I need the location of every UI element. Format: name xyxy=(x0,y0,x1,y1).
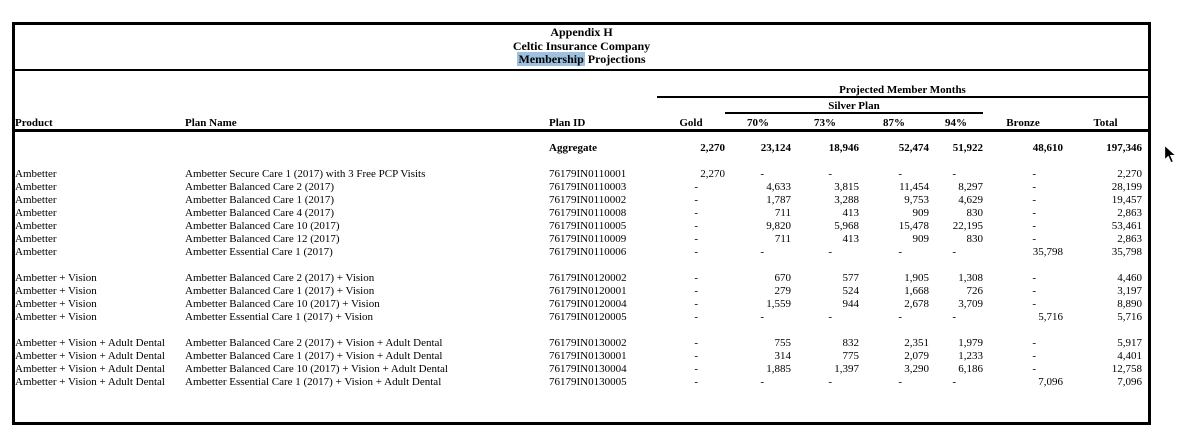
value-cell: - xyxy=(1032,271,1036,284)
column-header-bronze: Bronze xyxy=(983,113,1063,131)
plan-name-cell: Ambetter Essential Care 1 (2017) + Vision xyxy=(185,310,374,323)
value-cell: - xyxy=(694,349,698,362)
value-cell: - xyxy=(760,245,764,258)
plan-id-cell: 76179IN0130002 xyxy=(549,336,627,349)
value-cell: - xyxy=(760,375,764,388)
value-cell: 2,351 xyxy=(904,336,929,349)
table-row xyxy=(15,167,1148,180)
value-cell: 2,079 xyxy=(904,349,929,362)
plan-name-cell: Ambetter Balanced Care 4 (2017) xyxy=(185,206,335,219)
product-cell: Ambetter xyxy=(15,167,57,180)
value-cell: - xyxy=(1032,284,1036,297)
product-cell: Ambetter + Vision xyxy=(15,271,97,284)
plan-id-cell: 76179IN0120005 xyxy=(549,310,627,323)
plan-id-cell: 76179IN0130001 xyxy=(549,349,627,362)
product-cell: Ambetter xyxy=(15,180,57,193)
plan-name-cell: Ambetter Balanced Care 1 (2017) xyxy=(185,193,335,206)
value-cell: 1,787 xyxy=(766,193,791,206)
value-cell: 909 xyxy=(912,232,929,245)
plan-id-cell: 76179IN0120001 xyxy=(549,284,627,297)
value-cell: 5,917 xyxy=(1117,336,1143,349)
product-cell: Ambetter xyxy=(15,232,57,245)
aggregate-70: 23,124 xyxy=(760,141,791,154)
value-cell: 9,753 xyxy=(904,193,929,206)
mouse-cursor-icon xyxy=(1163,144,1179,166)
value-cell: 775 xyxy=(842,349,859,362)
value-cell: - xyxy=(694,310,698,323)
product-cell: Ambetter + Vision xyxy=(15,284,97,297)
aggregate-total: 197,346 xyxy=(1106,141,1143,154)
value-cell: 909 xyxy=(912,206,929,219)
company-name: Celtic Insurance Company xyxy=(512,38,651,53)
value-cell: 7,096 xyxy=(1117,375,1143,388)
plan-name-cell: Ambetter Secure Care 1 (2017) with 3 Free PCP Visits xyxy=(185,167,426,180)
plan-name-cell: Ambetter Balanced Care 10 (2017) + Vision xyxy=(185,297,380,310)
product-cell: Ambetter + Vision xyxy=(15,297,97,310)
table-row xyxy=(15,219,1148,232)
table-row xyxy=(15,297,1148,310)
value-cell: 726 xyxy=(966,284,983,297)
value-cell: 2,863 xyxy=(1117,232,1143,245)
value-cell: 4,629 xyxy=(958,193,983,206)
value-cell: 2,863 xyxy=(1117,206,1143,219)
value-cell: - xyxy=(1032,180,1036,193)
plan-name-cell: Ambetter Essential Care 1 (2017) xyxy=(185,245,333,258)
value-cell: - xyxy=(760,167,764,180)
value-cell: - xyxy=(694,362,698,375)
plan-name-cell: Ambetter Balanced Care 1 (2017) + Vision + Adult Dental xyxy=(185,349,443,362)
spacer-row xyxy=(15,258,1148,271)
value-cell: - xyxy=(694,219,698,232)
value-cell: 19,457 xyxy=(1111,193,1143,206)
product-cell: Ambetter + Vision + Adult Dental xyxy=(15,349,165,362)
plan-id-cell: 76179IN0120002 xyxy=(549,271,627,284)
column-header-plan-name: Plan Name xyxy=(185,113,549,131)
value-cell: 711 xyxy=(774,206,791,219)
plan-id-cell: 76179IN0110002 xyxy=(549,193,627,206)
product-cell: Ambetter xyxy=(15,245,57,258)
value-cell: - xyxy=(694,297,698,310)
value-cell: - xyxy=(1032,167,1036,180)
value-cell: - xyxy=(694,206,698,219)
plan-id-cell: 76179IN0110005 xyxy=(549,219,627,232)
value-cell: 3,290 xyxy=(904,362,929,375)
product-cell: Ambetter xyxy=(15,219,57,232)
value-cell: 1,397 xyxy=(834,362,859,375)
value-cell: - xyxy=(952,375,956,388)
value-cell: - xyxy=(1032,193,1036,206)
value-cell: 15,478 xyxy=(898,219,929,232)
value-cell: 944 xyxy=(842,297,859,310)
value-cell: - xyxy=(898,310,902,323)
appendix-title: Appendix H xyxy=(550,25,613,39)
plan-id-cell: 76179IN0110001 xyxy=(549,167,627,180)
value-cell: 35,798 xyxy=(1032,245,1063,258)
search-highlight: Membership xyxy=(518,52,584,66)
aggregate-87: 52,474 xyxy=(898,141,929,154)
table-body xyxy=(15,71,1148,388)
value-cell: 5,968 xyxy=(834,219,859,232)
spacer-row xyxy=(15,323,1148,336)
plan-name-cell: Ambetter Balanced Care 10 (2017) xyxy=(185,219,340,232)
value-cell: 832 xyxy=(842,336,859,349)
report-subtitle xyxy=(15,53,1148,67)
value-cell: 12,758 xyxy=(1111,362,1143,375)
value-cell: - xyxy=(694,193,698,206)
aggregate-bronze: 48,610 xyxy=(1032,141,1063,154)
value-cell: 413 xyxy=(842,206,859,219)
table-row xyxy=(15,349,1148,362)
value-cell: - xyxy=(898,245,902,258)
plan-name-cell: Ambetter Balanced Care 12 (2017) xyxy=(185,232,340,245)
value-cell: 830 xyxy=(966,206,983,219)
table-row xyxy=(15,271,1148,284)
aggregate-row xyxy=(15,130,1148,154)
header-group-row xyxy=(15,71,1148,97)
table-row xyxy=(15,284,1148,297)
table-row xyxy=(15,180,1148,193)
value-cell: 11,454 xyxy=(899,180,929,193)
header-silver-row xyxy=(15,97,1148,113)
column-header-plan-id: Plan ID xyxy=(549,113,657,131)
column-header-row xyxy=(15,113,1148,131)
product-cell: Ambetter + Vision xyxy=(15,310,97,323)
value-cell: - xyxy=(828,167,832,180)
table-row xyxy=(15,245,1148,258)
plan-id-cell: 76179IN0110003 xyxy=(549,180,627,193)
table-row xyxy=(15,193,1148,206)
aggregate-94: 51,922 xyxy=(952,141,983,154)
value-cell: 3,815 xyxy=(834,180,859,193)
value-cell: 53,461 xyxy=(1111,219,1143,232)
column-header-87: 87% xyxy=(859,113,929,131)
value-cell: 279 xyxy=(774,284,791,297)
value-cell: - xyxy=(694,375,698,388)
column-header-73: 73% xyxy=(791,113,859,131)
value-cell: - xyxy=(694,232,698,245)
value-cell: - xyxy=(828,310,832,323)
value-cell: - xyxy=(694,336,698,349)
plan-id-cell: 76179IN0130005 xyxy=(549,375,627,388)
value-cell: 7,096 xyxy=(1038,375,1063,388)
value-cell: - xyxy=(952,310,956,323)
report-page xyxy=(12,22,1151,425)
value-cell: 28,199 xyxy=(1111,180,1143,193)
value-cell: 3,288 xyxy=(834,193,859,206)
report-title-block xyxy=(15,25,1148,71)
product-cell: Ambetter xyxy=(15,193,57,206)
plan-name-cell: Ambetter Balanced Care 1 (2017) + Vision xyxy=(185,284,375,297)
column-header-total: Total xyxy=(1063,113,1148,131)
value-cell: 5,716 xyxy=(1117,310,1143,323)
column-header-gold: Gold xyxy=(657,113,725,131)
aggregate-73: 18,946 xyxy=(828,141,859,154)
value-cell: 830 xyxy=(966,232,983,245)
value-cell: - xyxy=(952,167,956,180)
aggregate-label: Aggregate xyxy=(549,141,598,154)
column-header-product: Product xyxy=(15,113,185,131)
value-cell: - xyxy=(1032,219,1036,232)
value-cell: 1,979 xyxy=(958,336,983,349)
value-cell: - xyxy=(1032,297,1036,310)
plan-name-cell: Ambetter Balanced Care 2 (2017) + Vision xyxy=(185,271,375,284)
value-cell: 1,885 xyxy=(766,362,791,375)
value-cell: - xyxy=(694,284,698,297)
column-header-94: 94% xyxy=(929,113,983,131)
table-row xyxy=(15,362,1148,375)
value-cell: 8,890 xyxy=(1117,297,1143,310)
value-cell: 1,905 xyxy=(904,271,929,284)
table-row xyxy=(15,206,1148,219)
value-cell: - xyxy=(1032,206,1036,219)
plan-name-cell: Ambetter Balanced Care 2 (2017) xyxy=(185,180,335,193)
membership-projections-table xyxy=(15,71,1148,388)
value-cell: 35,798 xyxy=(1111,245,1143,258)
value-cell: 2,270 xyxy=(700,167,725,180)
value-cell: - xyxy=(1032,232,1036,245)
value-cell: - xyxy=(1032,336,1036,349)
spacer-row xyxy=(15,154,1148,167)
value-cell: 1,559 xyxy=(766,297,791,310)
value-cell: 1,233 xyxy=(958,349,983,362)
table-row xyxy=(15,232,1148,245)
table-row xyxy=(15,336,1148,349)
table-row xyxy=(15,375,1148,388)
value-cell: 22,195 xyxy=(952,219,983,232)
plan-name-cell: Ambetter Balanced Care 10 (2017) + Vision + Adult Dental xyxy=(185,362,448,375)
value-cell: 1,308 xyxy=(958,271,983,284)
value-cell: 314 xyxy=(774,349,791,362)
value-cell: 577 xyxy=(842,271,859,284)
plan-id-cell: 76179IN0130004 xyxy=(549,362,627,375)
value-cell: - xyxy=(694,180,698,193)
value-cell: - xyxy=(1032,362,1036,375)
product-cell: Ambetter + Vision + Adult Dental xyxy=(15,362,165,375)
projected-member-months-header: Projected Member Months xyxy=(657,71,1148,97)
value-cell: 9,820 xyxy=(766,219,791,232)
product-cell: Ambetter + Vision + Adult Dental xyxy=(15,336,165,349)
aggregate-gold: 2,270 xyxy=(700,141,725,154)
value-cell: 524 xyxy=(842,284,859,297)
value-cell: 3,709 xyxy=(958,297,983,310)
plan-name-cell: Ambetter Essential Care 1 (2017) + Vision + Adult Dental xyxy=(185,375,442,388)
value-cell: 413 xyxy=(842,232,859,245)
plan-id-cell: 76179IN0110006 xyxy=(549,245,627,258)
silver-plan-header: Silver Plan xyxy=(725,97,983,113)
value-cell: 4,401 xyxy=(1117,349,1143,362)
value-cell: 1,668 xyxy=(904,284,929,297)
value-cell: - xyxy=(1032,349,1036,362)
value-cell: 755 xyxy=(774,336,791,349)
value-cell: 711 xyxy=(774,232,791,245)
value-cell: 4,460 xyxy=(1117,271,1143,284)
value-cell: - xyxy=(694,245,698,258)
value-cell: - xyxy=(898,167,902,180)
value-cell: 2,270 xyxy=(1117,167,1143,180)
plan-name-cell: Ambetter Balanced Care 2 (2017) + Vision + Adult Dental xyxy=(185,336,443,349)
value-cell: - xyxy=(828,245,832,258)
product-cell: Ambetter xyxy=(15,206,57,219)
report-subtitle-rest: Projections xyxy=(584,52,646,66)
value-cell: 4,633 xyxy=(766,180,791,193)
plan-id-cell: 76179IN0110008 xyxy=(549,206,627,219)
value-cell: 6,186 xyxy=(958,362,983,375)
value-cell: 2,678 xyxy=(904,297,929,310)
value-cell: 670 xyxy=(774,271,791,284)
value-cell: - xyxy=(694,271,698,284)
value-cell: - xyxy=(760,310,764,323)
value-cell: 5,716 xyxy=(1038,310,1063,323)
value-cell: 3,197 xyxy=(1117,284,1143,297)
product-cell: Ambetter + Vision + Adult Dental xyxy=(15,375,165,388)
value-cell: 8,297 xyxy=(958,180,983,193)
column-header-70: 70% xyxy=(725,113,791,131)
value-cell: - xyxy=(828,375,832,388)
value-cell: - xyxy=(952,245,956,258)
value-cell: - xyxy=(898,375,902,388)
plan-id-cell: 76179IN0120004 xyxy=(549,297,627,310)
plan-id-cell: 76179IN0110009 xyxy=(549,232,627,245)
table-row xyxy=(15,310,1148,323)
